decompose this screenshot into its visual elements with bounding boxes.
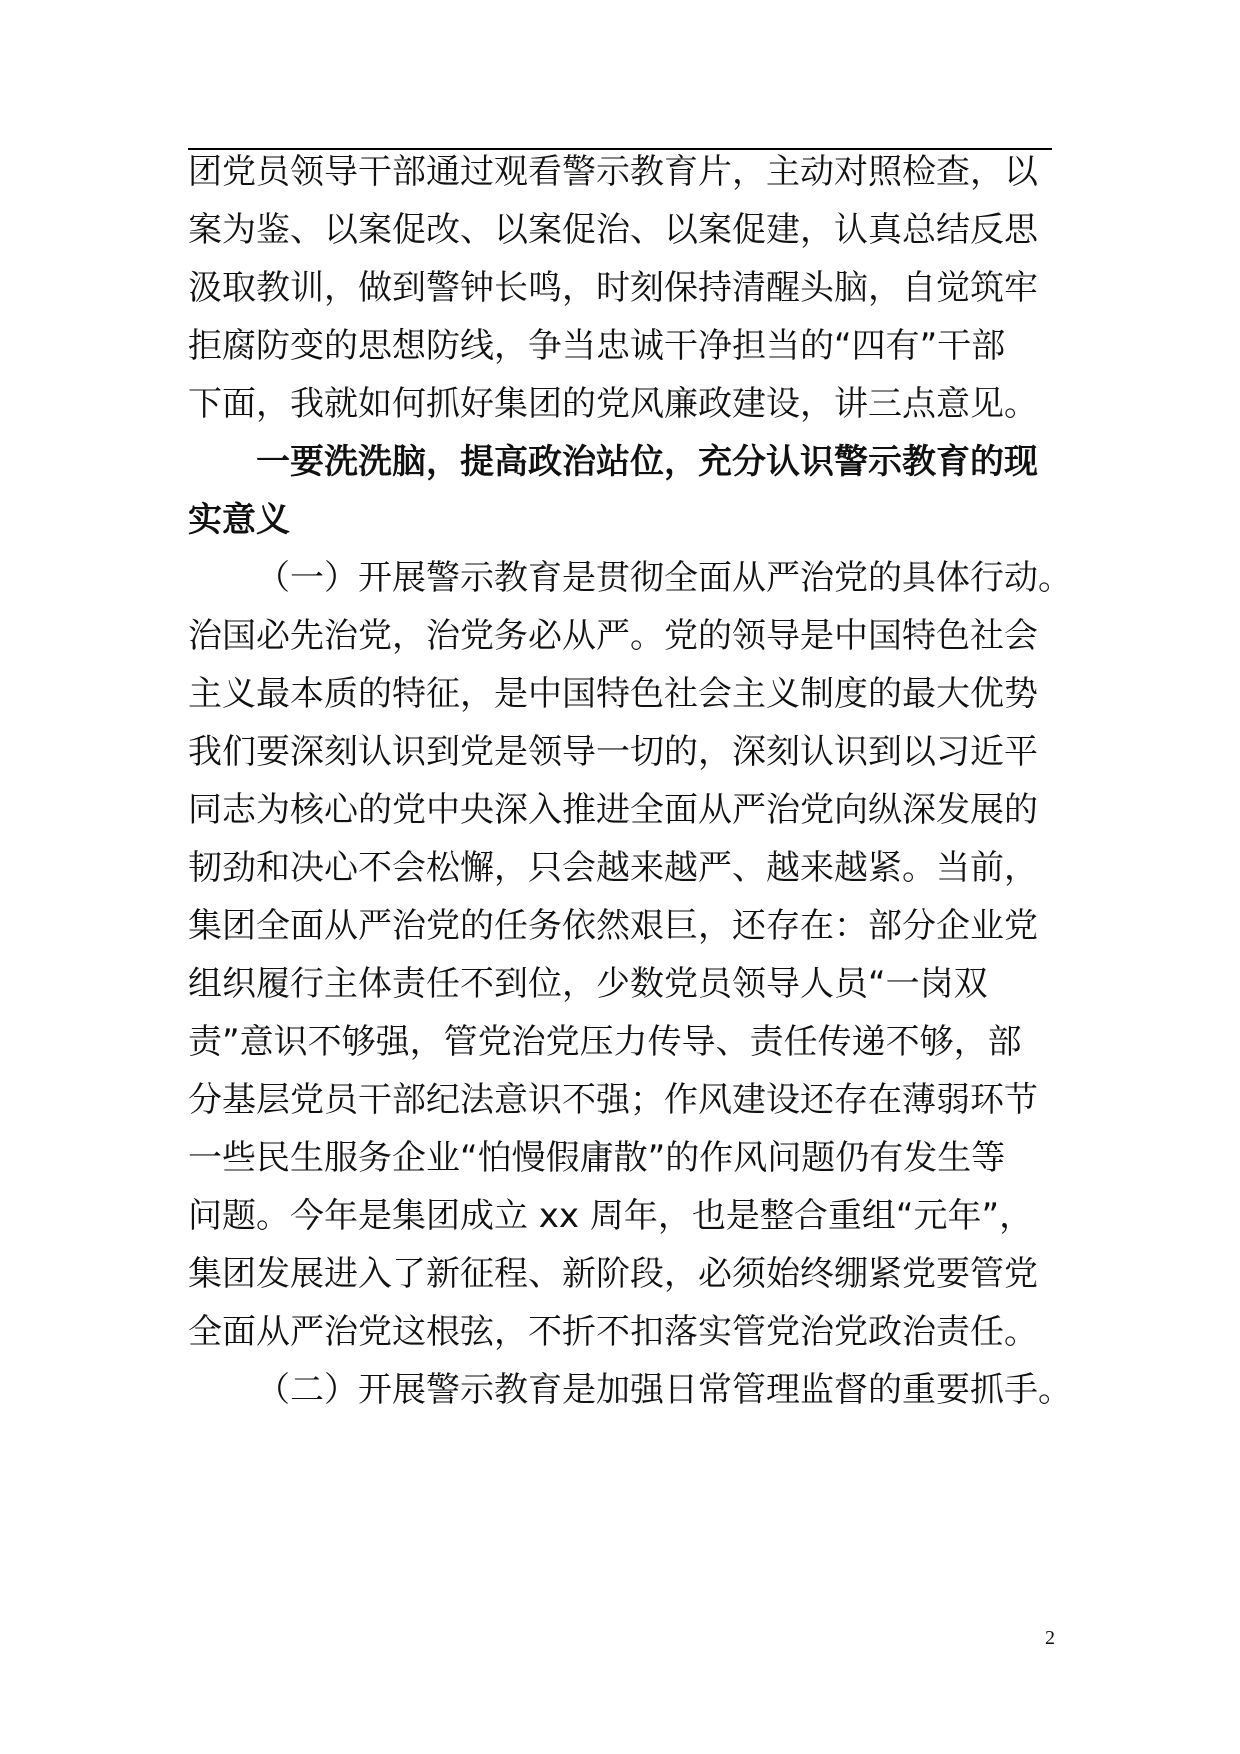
body-line: 韧劲和决心不会松懈，只会越来越严、越来越紧。当前， <box>188 848 1038 888</box>
body-line: 拒腐防变的思想防线，争当忠诚干净担当的“四有”干部 <box>188 326 1006 366</box>
body-line: 组织履行主体责任不到位，少数党员领导人员“一岗双 <box>188 964 988 1004</box>
body-line: 团党员领导干部通过观看警示教育片，主动对照检查，以 <box>188 152 1038 192</box>
subsection-heading: （二）开展警示教育是加强日常管理监督的重要抓手。 <box>256 1370 1072 1410</box>
body-line: 问题。今年是集团成立 xx 周年，也是整合重组“元年”， <box>188 1196 1034 1236</box>
page-number: 2 <box>1045 1627 1055 1649</box>
body-line: 责”意识不够强，管党治党压力传导、责任传递不够，部 <box>188 1022 1022 1062</box>
body-line: 集团发展进入了新征程、新阶段，必须始终绷紧党要管党 <box>188 1254 1038 1294</box>
body-line: 治国必先治党，治党务必从严。党的领导是中国特色社会 <box>188 616 1038 656</box>
body-line: 一些民生服务企业“怕慢假庸散”的作风问题仍有发生等 <box>188 1138 1006 1178</box>
body-line: 案为鉴、以案促改、以案促治、以案促建，认真总结反思 <box>188 210 1038 250</box>
body-line: 分基层党员干部纪法意识不强；作风建设还存在薄弱环节 <box>188 1080 1038 1120</box>
body-line: 全面从严治党这根弦，不折不扣落实管党治党政治责任。 <box>188 1312 1038 1352</box>
body-line: 同志为核心的党中央深入推进全面从严治党向纵深发展的 <box>188 790 1038 830</box>
body-line: 集团全面从严治党的任务依然艰巨，还存在：部分企业党 <box>188 906 1038 946</box>
body-line: 主义最本质的特征，是中国特色社会主义制度的最大优势 <box>188 674 1038 714</box>
section-heading: 一要洗洗脑，提高政治站位，充分认识警示教育的现 <box>256 442 1038 482</box>
body-line: 我们要深刻认识到党是领导一切的，深刻认识到以习近平 <box>188 732 1038 772</box>
subsection-heading: （一）开展警示教育是贯彻全面从严治党的具体行动。 <box>256 558 1072 598</box>
body-line: 下面，我就如何抓好集团的党风廉政建设，讲三点意见。 <box>188 384 1038 424</box>
body-line: 汲取教训，做到警钟长鸣，时刻保持清醒头脑，自觉筑牢 <box>188 268 1038 308</box>
section-heading-continuation: 实意义 <box>188 500 290 540</box>
